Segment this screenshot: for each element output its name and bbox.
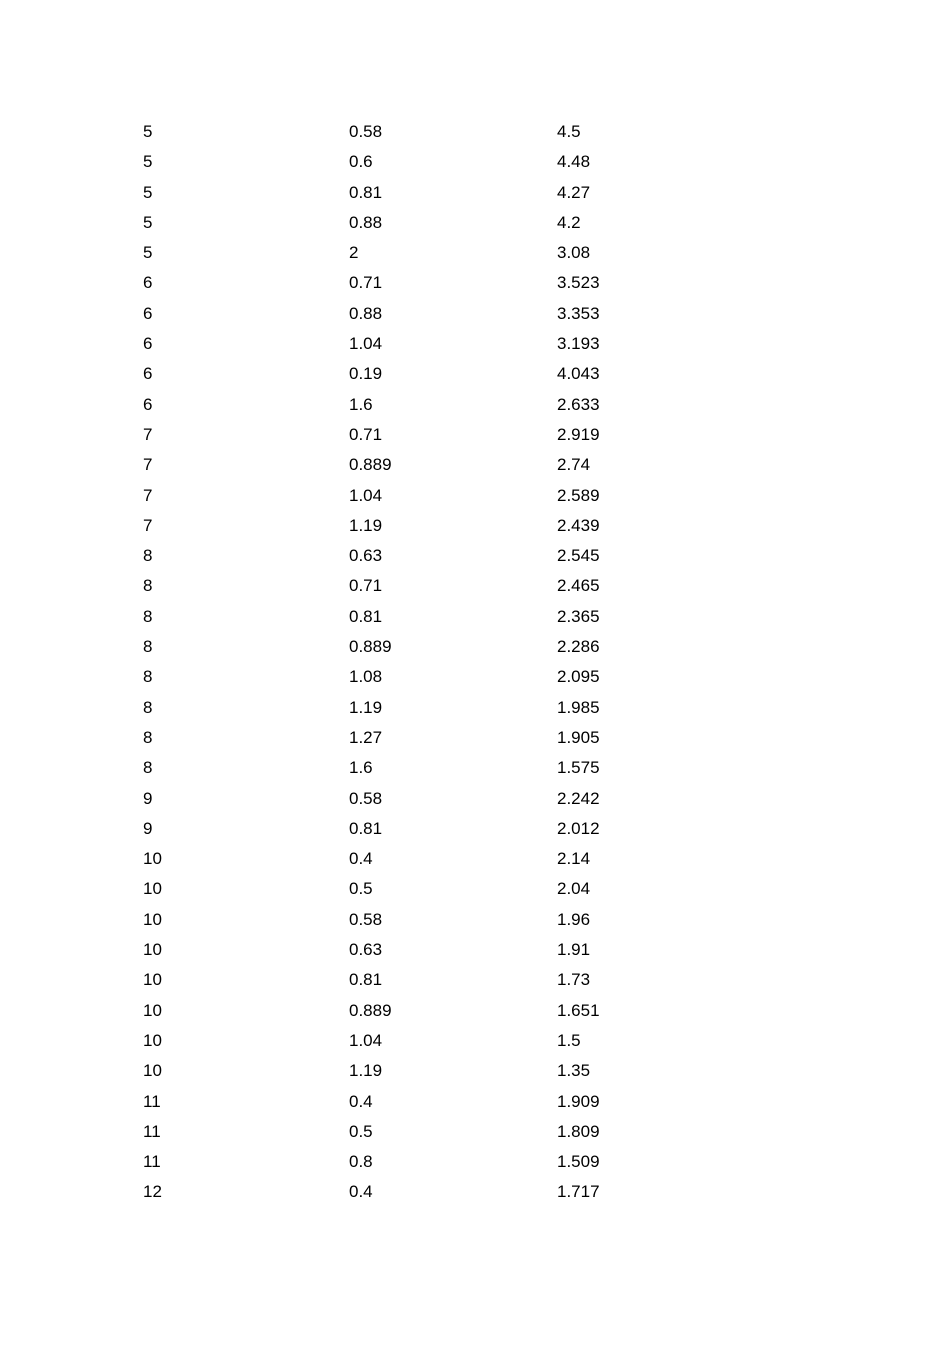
table-cell-col3: 2.286 <box>557 637 600 657</box>
table-cell-col3: 2.095 <box>557 667 600 687</box>
table-cell-col3: 4.5 <box>557 122 581 141</box>
table-cell-col1: 10 <box>143 1061 162 1081</box>
table-cell-col2: 0.81 <box>349 606 383 626</box>
table-cell-col1: 10 <box>143 909 162 929</box>
table-row <box>143 905 663 935</box>
table-row <box>143 602 663 632</box>
table-cell-col1: 7 <box>143 455 153 475</box>
table-cell-col3: 1.5 <box>557 1030 581 1050</box>
table-row <box>143 420 663 450</box>
table-cell-col1: 5 <box>143 152 153 172</box>
table-cell-col1: 8 <box>143 697 153 717</box>
table-cell-col2: 1.27 <box>349 727 383 747</box>
table-row <box>143 329 663 359</box>
table-cell-col3: 2.545 <box>557 546 600 566</box>
table-cell-col2: 2 <box>349 243 359 263</box>
table-cell-col1: 7 <box>143 485 153 505</box>
table-cell-col2: 0.63 <box>349 940 383 960</box>
table-cell-col1: 8 <box>143 667 153 687</box>
table-cell-col2: 0.71 <box>349 273 383 293</box>
table-cell-col2: 0.8 <box>349 1152 373 1172</box>
table-cell-col2: 0.4 <box>349 1182 373 1202</box>
table-row <box>143 1177 663 1207</box>
table-row <box>143 1056 663 1086</box>
table-cell-col3: 2.242 <box>557 788 600 808</box>
table-cell-col3: 2.465 <box>557 576 600 596</box>
table-row <box>143 1147 663 1177</box>
table-cell-col1: 11 <box>143 1091 161 1111</box>
table-row <box>143 541 663 571</box>
table-cell-col1: 10 <box>143 940 162 960</box>
table-cell-col3: 3.08 <box>557 243 591 263</box>
table-cell-col2: 0.71 <box>349 576 383 596</box>
table-cell-col1: 10 <box>143 1030 162 1050</box>
table-cell-col2: 0.58 <box>349 909 383 929</box>
table-cell-col3: 2.589 <box>557 485 600 505</box>
table-row <box>143 935 663 965</box>
table-row <box>143 844 663 874</box>
table-cell-col3: 2.919 <box>557 424 600 444</box>
table-cell-col2: 0.889 <box>349 637 392 657</box>
table-cell-col2: 0.4 <box>349 849 373 869</box>
table-cell-col3: 2.012 <box>557 818 600 838</box>
table-cell-col3: 3.193 <box>557 334 600 354</box>
table-cell-col2: 0.4 <box>349 1091 373 1111</box>
table-cell-col1: 8 <box>143 758 153 778</box>
table-cell-col2: 0.63 <box>349 546 383 566</box>
table-cell-col2: 0.19 <box>349 364 383 384</box>
table-cell-col3: 1.35 <box>557 1061 591 1081</box>
table-row <box>143 693 663 723</box>
table-cell-col3: 1.809 <box>557 1121 600 1141</box>
table-cell-col3: 2.365 <box>557 606 600 626</box>
table-row <box>143 450 663 480</box>
table-cell-col2: 0.88 <box>349 303 383 323</box>
table-row <box>143 390 663 420</box>
table-cell-col1: 6 <box>143 394 153 414</box>
table-cell-col3: 4.2 <box>557 212 581 232</box>
table-cell-col2: 1.19 <box>349 515 383 535</box>
table-row <box>143 299 663 329</box>
table-cell-col1: 7 <box>143 515 153 535</box>
table-cell-col2: 0.58 <box>349 122 383 141</box>
table-cell-col1: 11 <box>143 1121 161 1141</box>
table-row <box>143 359 663 389</box>
table-cell-col1: 8 <box>143 727 153 747</box>
table-cell-col2: 1.04 <box>349 1030 383 1050</box>
table-cell-col1: 6 <box>143 303 153 323</box>
table-cell-col2: 1.08 <box>349 667 383 687</box>
table-cell-col1: 10 <box>143 849 162 869</box>
table-row <box>143 814 663 844</box>
table-cell-col1: 8 <box>143 637 153 657</box>
table-row <box>143 753 663 783</box>
table-cell-col1: 8 <box>143 546 153 566</box>
table-cell-col3: 4.043 <box>557 364 600 384</box>
table-cell-col1: 10 <box>143 970 162 990</box>
table-cell-col2: 0.5 <box>349 879 373 899</box>
table-cell-col2: 1.19 <box>349 697 383 717</box>
table-cell-col3: 1.91 <box>557 940 591 960</box>
table-cell-col3: 1.651 <box>557 1000 600 1020</box>
table-row <box>143 571 663 601</box>
table-row <box>143 481 663 511</box>
table-row <box>143 723 663 753</box>
table-cell-col1: 10 <box>143 879 162 899</box>
table-cell-col3: 1.575 <box>557 758 600 778</box>
table-cell-col2: 0.88 <box>349 212 383 232</box>
table-row <box>143 996 663 1026</box>
table-cell-col2: 1.04 <box>349 334 383 354</box>
table-cell-col1: 5 <box>143 212 153 232</box>
table-cell-col2: 0.6 <box>349 152 373 172</box>
table-cell-col1: 11 <box>143 1152 161 1172</box>
table-cell-col3: 2.633 <box>557 394 600 414</box>
table-cell-col3: 4.48 <box>557 152 591 172</box>
table-cell-col2: 1.19 <box>349 1061 383 1081</box>
table-cell-col3: 3.523 <box>557 273 600 293</box>
table-cell-col2: 0.58 <box>349 788 383 808</box>
table-row <box>143 117 663 147</box>
table-cell-col3: 1.905 <box>557 727 600 747</box>
table-cell-col3: 1.985 <box>557 697 600 717</box>
table-row <box>143 632 663 662</box>
table-cell-col1: 10 <box>143 1000 162 1020</box>
data-table <box>143 117 663 1208</box>
table-cell-col2: 0.5 <box>349 1121 373 1141</box>
table-cell-col3: 1.909 <box>557 1091 600 1111</box>
table-cell-col2: 0.81 <box>349 818 383 838</box>
table-cell-col1: 5 <box>143 182 153 202</box>
table-cell-col1: 9 <box>143 818 153 838</box>
table-cell-col1: 6 <box>143 364 153 384</box>
table-cell-col2: 0.71 <box>349 424 383 444</box>
table-cell-col1: 6 <box>143 334 153 354</box>
table-cell-col3: 4.27 <box>557 182 591 202</box>
table-cell-col1: 5 <box>143 243 153 263</box>
table-cell-col2: 0.81 <box>349 182 383 202</box>
table-cell-col1: 5 <box>143 122 153 141</box>
table-cell-col1: 9 <box>143 788 153 808</box>
table-row <box>143 662 663 692</box>
table-cell-col1: 7 <box>143 424 153 444</box>
table-cell-col3: 2.74 <box>557 455 591 475</box>
table-cell-col3: 3.353 <box>557 303 600 323</box>
table-cell-col3: 2.439 <box>557 515 600 535</box>
table-cell-col3: 1.509 <box>557 1152 600 1172</box>
table-cell-col1: 12 <box>143 1182 162 1202</box>
table-cell-col3: 1.717 <box>557 1182 600 1202</box>
table-row <box>143 1087 663 1117</box>
table-cell-col3: 1.73 <box>557 970 591 990</box>
table-row <box>143 874 663 904</box>
table-cell-col2: 1.6 <box>349 394 373 414</box>
table-row <box>143 511 663 541</box>
table-row <box>143 784 663 814</box>
table-row <box>143 268 663 298</box>
table-row <box>143 965 663 995</box>
table-cell-col1: 8 <box>143 576 153 596</box>
table-cell-col3: 2.04 <box>557 879 591 899</box>
table-cell-col3: 1.96 <box>557 909 591 929</box>
table-cell-col2: 0.81 <box>349 970 383 990</box>
table-row <box>143 238 663 268</box>
table-row <box>143 1117 663 1147</box>
table-cell-col2: 0.889 <box>349 455 392 475</box>
table-cell-col2: 1.04 <box>349 485 383 505</box>
table-cell-col2: 1.6 <box>349 758 373 778</box>
table-cell-col3: 2.14 <box>557 849 591 869</box>
table-cell-col1: 6 <box>143 273 153 293</box>
table-row <box>143 208 663 238</box>
table-cell-col2: 0.889 <box>349 1000 392 1020</box>
table-row <box>143 147 663 177</box>
table-cell-col1: 8 <box>143 606 153 626</box>
table-row <box>143 178 663 208</box>
table-row <box>143 1026 663 1056</box>
